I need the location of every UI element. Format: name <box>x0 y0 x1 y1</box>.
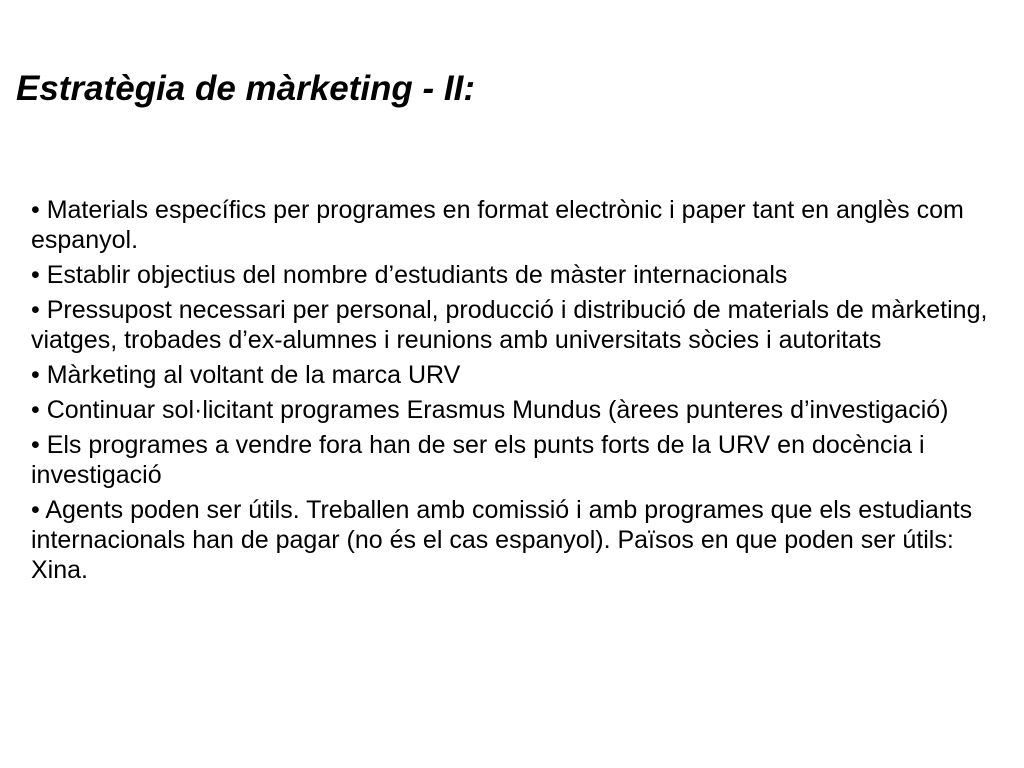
bullet-item-agents: • Agents poden ser útils. Treballen amb comissió i amb programes que els estudiants internacionals han de pagar (no és el cas espanyol). Països en que poden ser útils: Xina. <box>31 496 973 584</box>
bullet-item-brand: • Màrketing al voltant de la marca URV <box>31 361 461 389</box>
bullet-item-strengths: • Els programes a vendre fora han de ser els punts forts de la URV en docència i investigació <box>31 431 925 489</box>
slide-title: Estratègia de màrketing - II: <box>16 69 476 108</box>
bullet-item-objectives: • Establir objectius del nombre d’estudiants de màster internacionals <box>31 261 788 289</box>
bullet-item-materials: • Materials específics per programes en format electrònic i paper tant en anglès com espanyol. <box>31 196 964 254</box>
bullet-list <box>31 195 1011 590</box>
bullet-item-budget: • Pressupost necessari per personal, producció i distribució de materials de màrketing, viatges, trobades d’ex-alumnes i reunions amb universitats sòcies i autoritats <box>31 296 988 354</box>
bullet-item-erasmus: • Continuar sol·licitant programes Erasmus Mundus (àrees punteres d’investigació) <box>31 396 949 424</box>
